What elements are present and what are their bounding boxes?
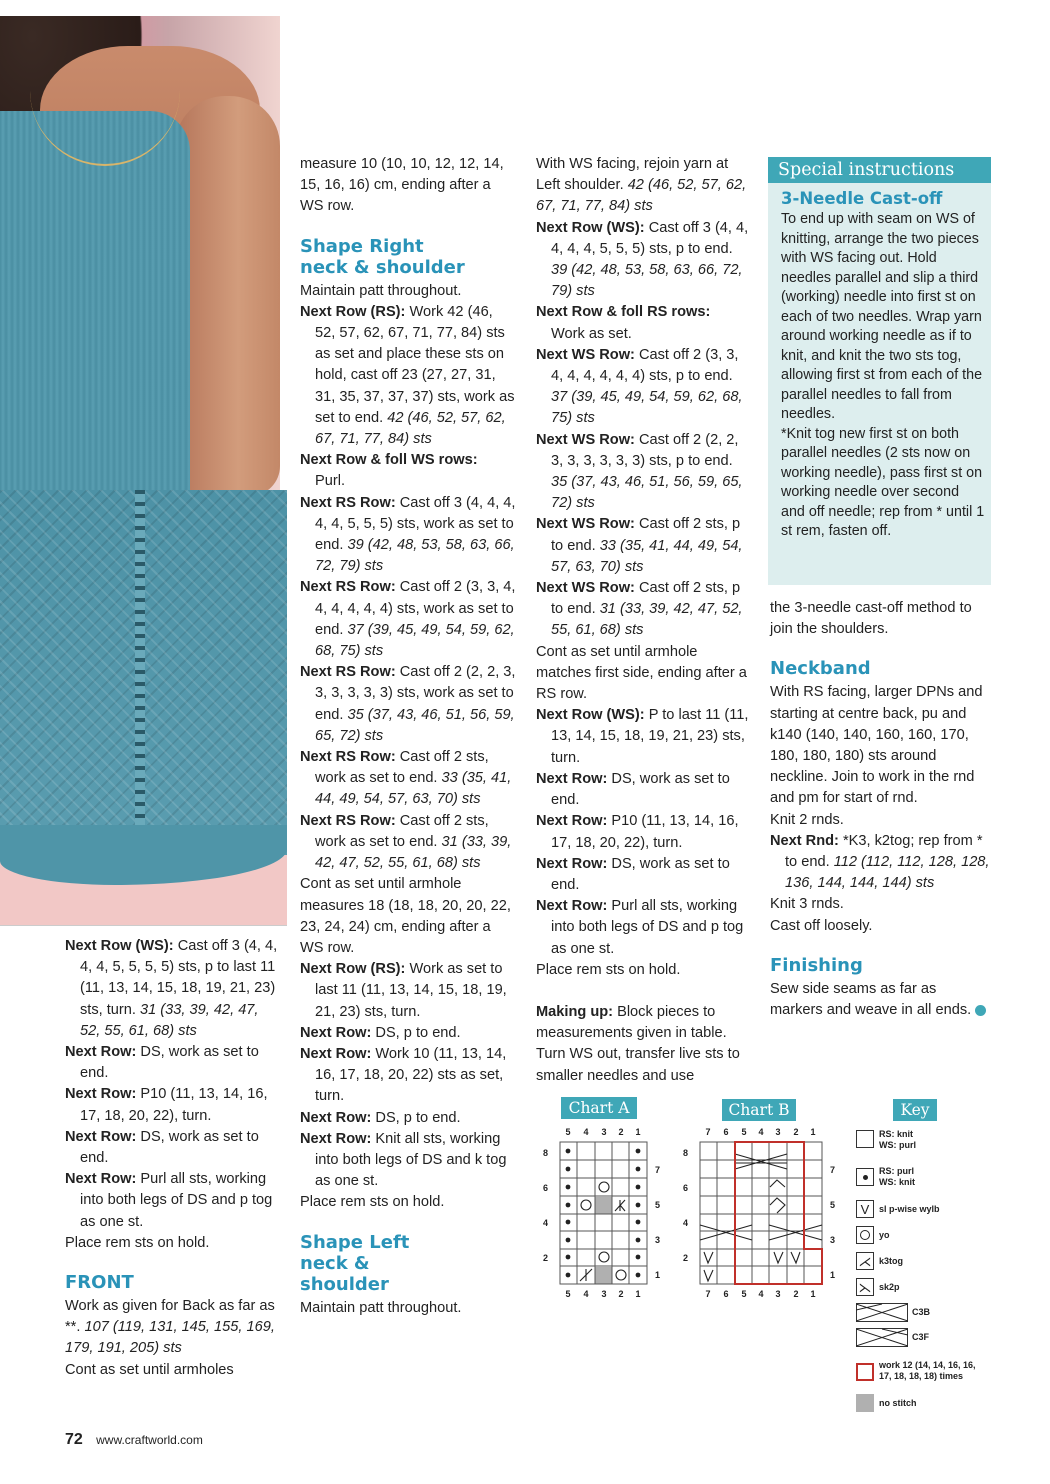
key-k3tog-swatch: ⋌ [856,1252,874,1270]
chart-a-row-label: 5 [655,1200,661,1210]
chart-b-col-label: 2 [793,1127,799,1137]
three-needle-cast-off-heading: 3-Needle Cast-off [781,189,943,208]
chart-b-col-label: 5 [741,1289,747,1299]
chart-b-title: Chart B [722,1099,796,1121]
key-title: Key [893,1099,937,1121]
column-4: the 3-needle cast-off method to join the shoulders. Neckband With RS facing, larger DPNs and starting at centre back, pu and k140 (140, 140, 160, 160, 170, 180, 180, 180) sts around neckline. Join to work in the rnd and pm for start of rnd. Knit 2 rnds. Next Rnd: *K3, k2tog; rep from * to end. 112 (112, 112, 128, 128, 136, 144, 144, 144) sts Knit 3 rnds. Cast off loosely. Finishing Sew side seams as far as markers and weave in all ends. [770,600,990,1019]
chart-a-title: Chart A [561,1097,637,1119]
neckband-heading: Neckband [770,658,871,680]
chart-b-col-label: 4 [758,1289,764,1299]
chart-a-col-label: 3 [601,1289,607,1299]
chart-b-row-label: 2 [683,1253,689,1263]
chart-a-col-label: 1 [635,1289,641,1299]
key-repeat-swatch [856,1363,874,1381]
chart-a-row-label: 6 [543,1183,549,1193]
model-photo [0,16,280,490]
chart-a-col-label: 5 [565,1127,571,1137]
stitch-detail-photo [0,490,287,926]
page-footer [65,1431,203,1449]
chart-b-col-label: 5 [741,1127,747,1137]
chart-b-col-label: 1 [810,1289,816,1299]
front-heading: FRONT [65,1272,134,1294]
key-yo-swatch [856,1226,874,1244]
chart-b-col-label: 1 [810,1127,816,1137]
column-3: With WS facing, rejoin yarn at Left shoulder. 42 (46, 52, 57, 62, 67, 71, 77, 84) sts Next Row (WS): Cast off 3 (4, 4, 4, 4, 4, 5, 5, 5) sts, p to end. 39 (42, 48, 53, 58, 63, 66, 72, 79) sts Next Row & foll RS rows: Work as set. Next WS Row: Cast off 2 (3, 3, 4, 4, 4, 4, 4, 4) sts, p to end. 37 (39, 45, 49, 54, 59, 62, 68, 75) sts Next WS Row: Cast off 2 (2, 2, 3, 3, 3, 3, 3, 3) sts, p to end. 35 (37, 43, 46, 51, 56, 59, 65, 72) sts Next WS Row: Cast off 2 sts, p to end. 33 (35, 41, 44, 49, 54, 57, 63, 70) sts Next WS Row: Cast off 2 sts, p to end. 31 (33, 39, 42, 47, 52, 55, 61, 68) sts Cont as set until armhole matches first side, ending after a RS row. Next Row (WS): P to last 11 (11, 13, 14, 15, 18, 19, 21, 23) sts, turn. Next Row: DS, work as set to end. Next Row: P10 (11, 13, 14, 16, 17, 18, 20, 22), turn. Next Row: DS, work as set to end. Next Row: Purl all sts, working into both legs of DS and p tog as one st. Place rem sts on hold. Making up: Block pieces to measurements given in table. Turn WS out, transfer live sts to smaller needles and use [536,156,749,1084]
key-knit-swatch [856,1130,874,1148]
chart-a-col-label: 1 [635,1127,641,1137]
chart-a-row-label: 8 [543,1148,549,1158]
chart-a-col-label: 2 [618,1127,624,1137]
chart-b-col-label: 2 [793,1289,799,1299]
chart-a-row-label: 2 [543,1253,549,1263]
chart-b-col-label: 7 [705,1289,711,1299]
chart-a-row-label: 1 [655,1270,661,1280]
chart-b [675,1122,845,1302]
chart-a-row-label: 7 [655,1165,661,1175]
shape-left-neck-heading: Shape Left neck & shoulder [300,1231,410,1295]
chart-b-row-label: 3 [830,1235,836,1245]
chart-b-row-label: 4 [683,1218,689,1228]
column-2: measure 10 (10, 10, 12, 12, 14, 15, 16, 16) cm, ending after a WS row. Shape Right neck & shoulder Maintain patt throughout. Next Row (RS): Work 42 (46, 52, 57, 62, 67, 71, 77, 84) sts as set and place these sts on hold, cast off 23 (27, 27, 31, 31, 35, 37, 37, 37) sts, work as set to end. 42 (46, 52, 57, 62, 67, 71, 77, 84) sts Next Row & foll WS rows: Purl. Next RS Row: Cast off 3 (4, 4, 4, 4, 4, 5, 5, 5) sts, work as set to end. 39 (42, 48, 53, 58, 63, 66, 72, 79) sts Next RS Row: Cast off 2 (3, 3, 4, 4, 4, 4, 4, 4) sts, work as set to end. 37 (39, 45, 49, 54, 59, 62, 68, 75) sts Next RS Row: Cast off 2 (2, 2, 3, 3, 3, 3, 3, 3) sts, work as set to end. 35 (37, 43, 46, 51, 56, 59, 65, 72) sts Next RS Row: Cast off 2 sts, work as set to end. 33 (35, 41, 44, 49, 54, 57, 63, 70) sts Next RS Row: Cast off 2 sts, work as set to end. 31 (33, 39, 42, 47, 52, 55, 61, 68) sts Cont as set until armhole measures 18 (18, 18, 20, 20, 22, 23, 24, 24) cm, ending after a WS row. Next Row (RS): Work as set to last 11 (11, 13, 14, 15, 18, 19, 21, 23) sts, turn. Next Row: DS, p to end. Next Row: Work 10 (11, 13, 14, 16, 17, 18, 20, 22) sts as set, turn. Next Row: DS, p to end. Next Row: Knit all sts, working into both legs of DS and k tog as one st. Place rem sts on hold. Shape Left neck & shoulder Maintain patt throughout. [300,156,516,1316]
finishing-heading: Finishing [770,954,863,976]
chart-b-row-label: 8 [683,1148,689,1158]
key-sk2p-swatch: ⋋ [856,1278,874,1296]
chart-b-col-label: 6 [723,1289,729,1299]
chart-a-col-label: 5 [565,1289,571,1299]
chart-b-row-label: 6 [683,1183,689,1193]
chart-a-col-label: 4 [583,1289,589,1299]
shape-right-neck-heading: Shape Right neck & shoulder [300,235,465,278]
chart-b-col-label: 7 [705,1127,711,1137]
special-instructions-title: Special instructions [768,157,991,183]
column-1: Next Row (WS): Cast off 3 (4, 4, 4, 4, 5, 5, 5, 5) sts, p to last 11 (11, 13, 14, 15, 18, 19, 21, 23) sts, turn. 31 (33, 39, 42, 47, 52, 55, 61, 68) sts Next Row: DS, work as set to end. Next Row: P10 (11, 13, 14, 16, 17, 18, 20, 22), turn. Next Row: DS, work as set to end. Next Row: Purl all sts, working into both legs of DS and p tog as one st. Place rem sts on hold. FRONT Work as given for Back as far as **. 107 (119, 131, 145, 155, 169, 179, 191, 205) sts Cont as set until armholes [65,936,280,1381]
footer-url[interactable]: www.craftworld.com [96,1433,203,1447]
key-c3b-swatch [856,1303,908,1323]
key-purl-swatch [856,1168,874,1186]
chart-a-col-label: 2 [618,1289,624,1299]
key-no-stitch-swatch [856,1394,874,1412]
key-c3f-swatch [856,1328,908,1348]
yarn-ball-icon [975,1005,986,1016]
chart-a-row-label: 3 [655,1235,661,1245]
page-number: 72 [65,1431,83,1448]
chart-a-col-label: 4 [583,1127,589,1137]
chart-b-row-label: 5 [830,1200,836,1210]
chart-a-row-label: 4 [543,1218,549,1228]
special-instructions-box: Special instructions 3-Needle Cast-off To end up with seam on WS of knitting, arrange the two pieces with WS facing out. Hold needles parallel and slip a third (working) needle into first st on each of two needles. Wrap yarn around working needle as if to knit, and knit the two sts tog, allowing first st from each of the parallel needles to fall from needles. *Knit tog new first st on both parallel needles (2 sts now on working needle), pass first st on working needle over second and off needle; rep from * until 1 st rem, fasten off. [768,157,991,585]
chart-b-col-label: 3 [775,1127,781,1137]
chart-b-row-label: 7 [830,1165,836,1175]
chart-a-col-label: 3 [601,1127,607,1137]
chart-b-col-label: 4 [758,1127,764,1137]
chart-b-col-label: 3 [775,1289,781,1299]
chart-a [535,1122,665,1302]
chart-b-row-label: 1 [830,1270,836,1280]
chart-b-col-label: 6 [723,1127,729,1137]
key-slip-swatch: V [856,1200,874,1218]
